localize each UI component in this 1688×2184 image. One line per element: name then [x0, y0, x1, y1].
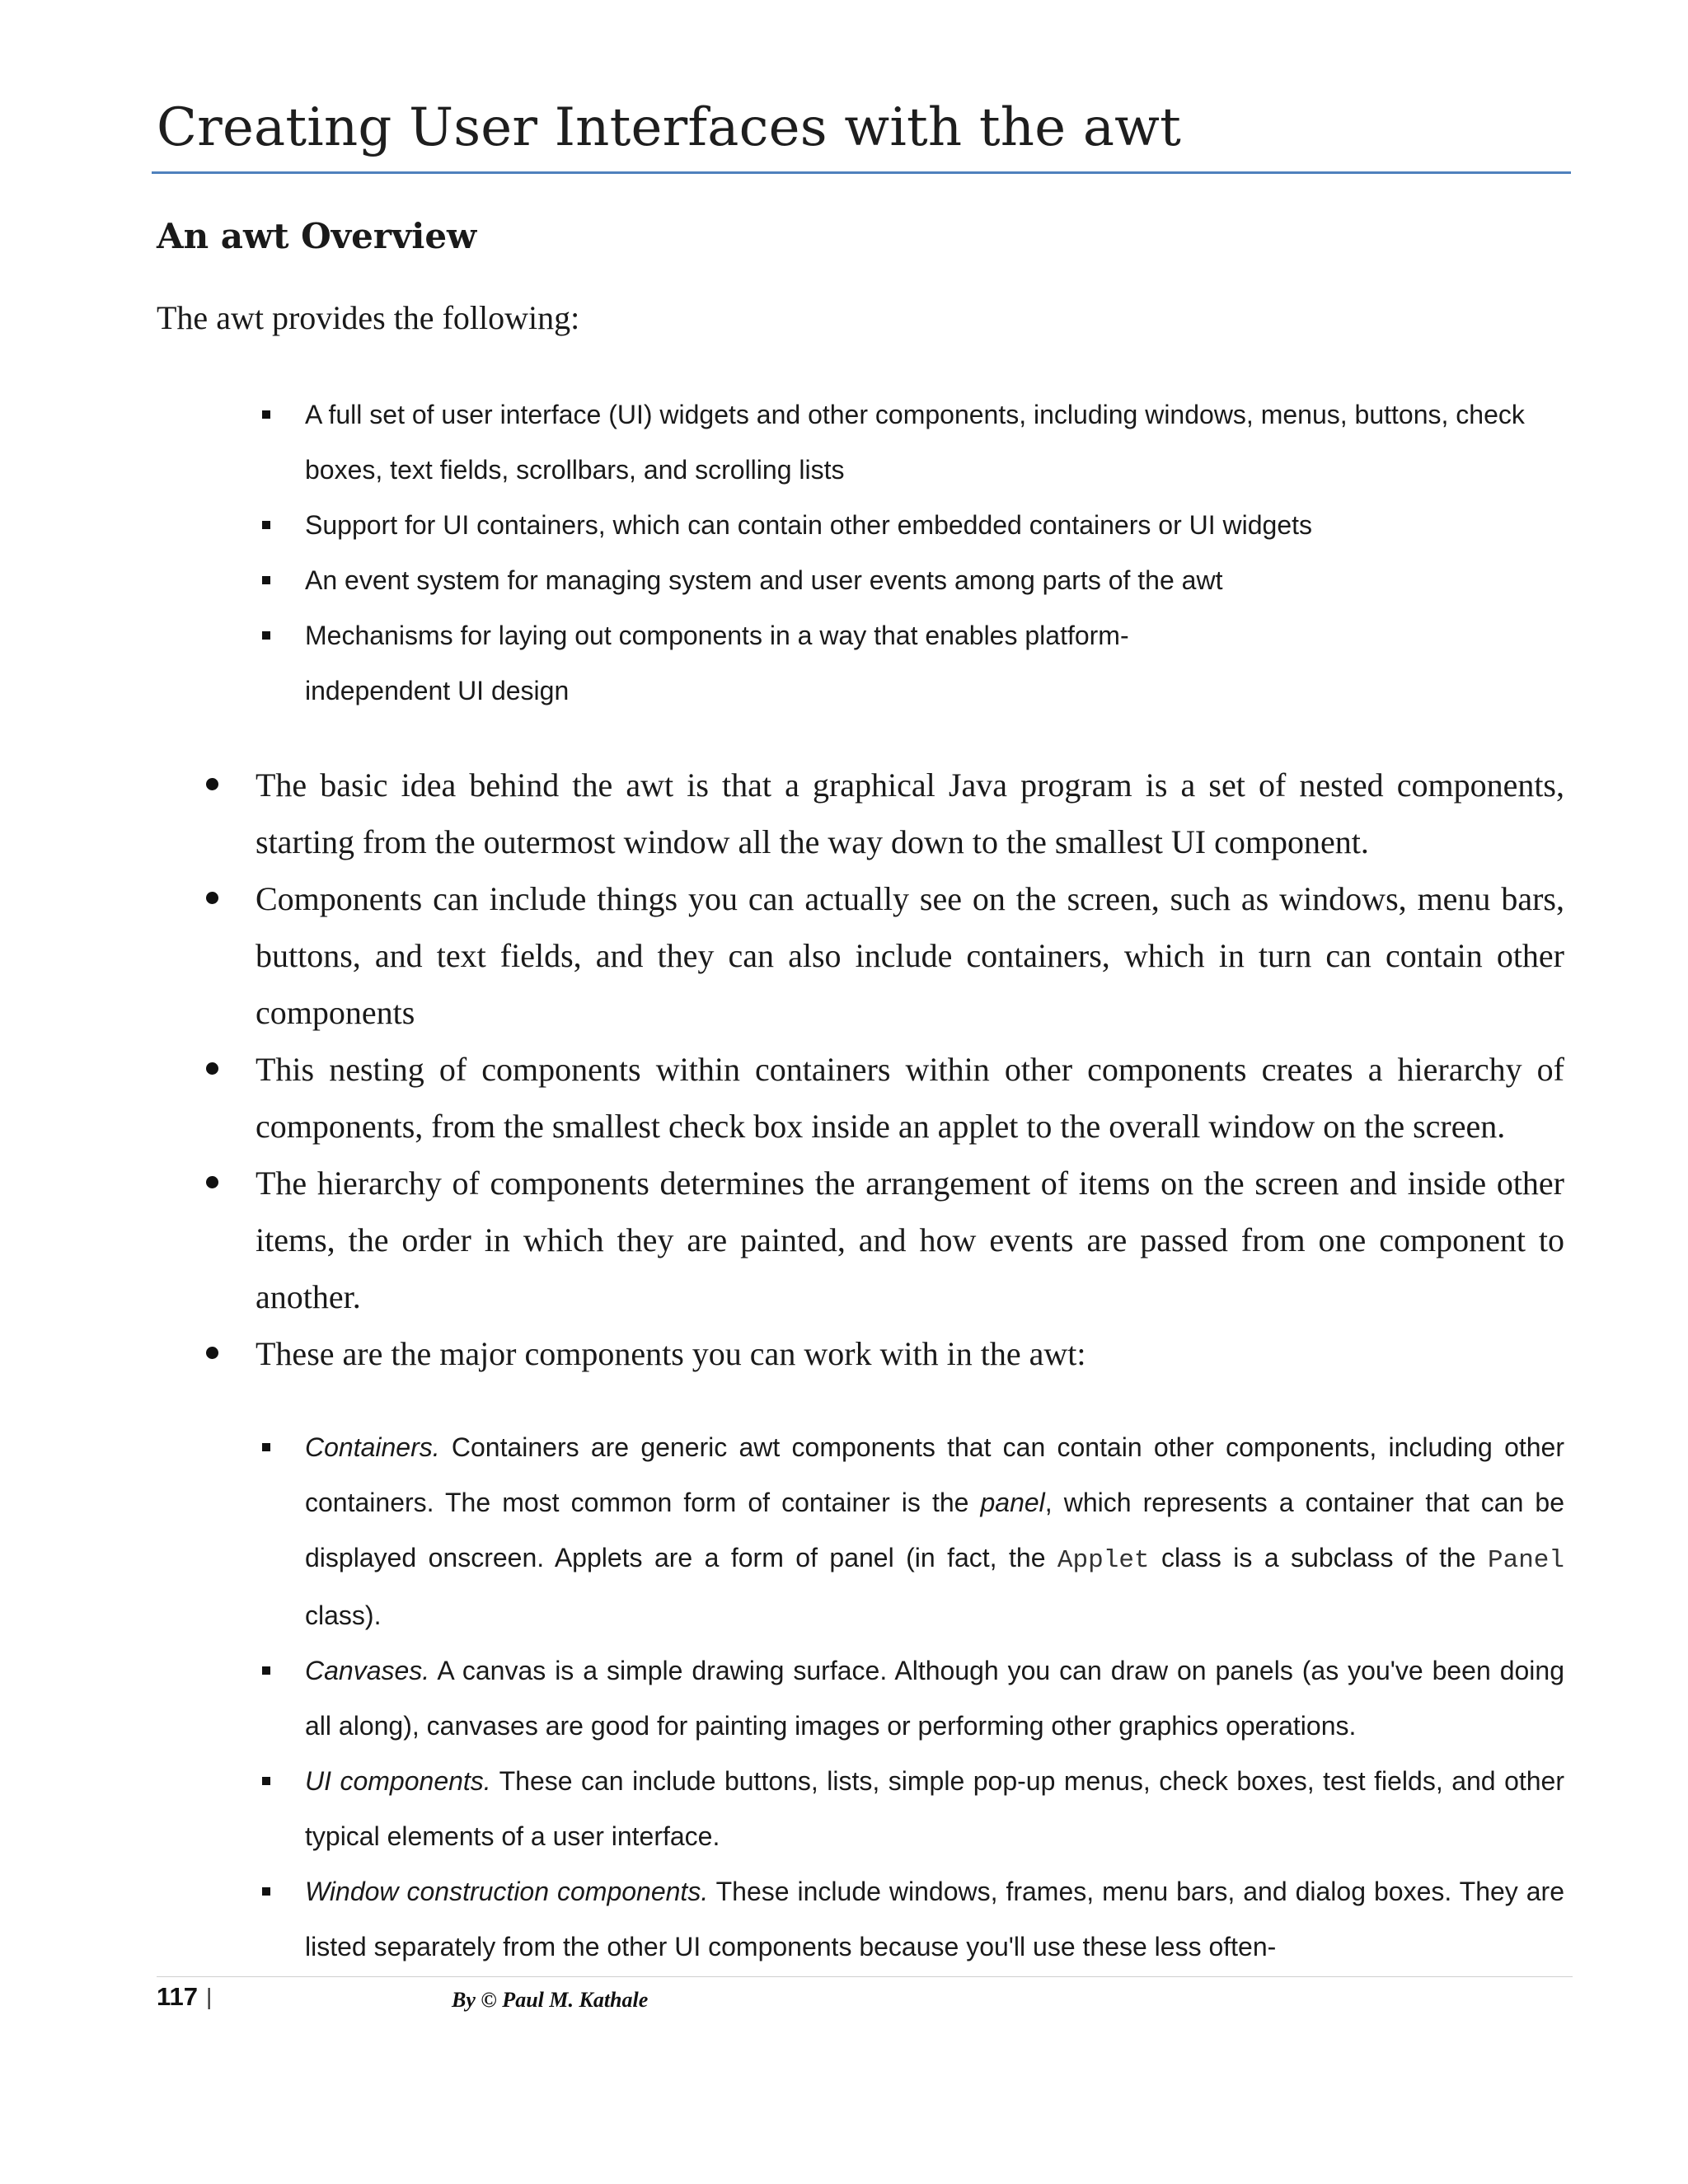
list-item: The basic idea behind the awt is that a graphical Java program is a set of nested components, starting from the outermost window all the way down to the smallest UI component. — [256, 757, 1564, 870]
list-item: These are the major components you can work with in the awt: — [256, 1325, 1564, 1382]
applet-class-code: Applet — [1057, 1546, 1150, 1575]
list-item: Components can include things you can actually see on the screen, such as windows, menu bars, buttons, and text fields, and they can also include containers, which in turn can contain other components — [256, 870, 1564, 1041]
square-bullet-icon — [262, 1777, 270, 1785]
list-item: A full set of user interface (UI) widgets and other components, including windows, menus, buttons, check boxes, text fields, scrollbars, and scrolling lists — [305, 387, 1564, 498]
chapter-title: Creating User Interfaces with the awt — [157, 97, 1182, 158]
list-item-window-construction: Window construction components. These include windows, frames, menu bars, and dialog boxes. They are listed separately from the other UI components because you'll use these less often- — [305, 1864, 1564, 1975]
round-bullet-icon — [206, 1347, 218, 1359]
round-bullet-icon — [206, 892, 218, 904]
round-bullet-icon — [206, 1062, 218, 1075]
provides-list — [305, 387, 1564, 719]
title-underline — [152, 171, 1571, 174]
square-bullet-icon — [262, 1666, 270, 1675]
panel-class-code: Panel — [1488, 1546, 1565, 1575]
author-credit: By © Paul M. Kathale — [452, 1988, 649, 2012]
list-item-canvases: Canvases. A canvas is a simple drawing surface. Although you can draw on panels (as you've been doing all along), canvases are good for painting images or performing other graphics operations. — [305, 1643, 1564, 1754]
footer-rule — [157, 1976, 1573, 1977]
round-bullet-icon — [206, 1176, 218, 1188]
list-item: Support for UI containers, which can contain other embedded containers or UI widgets — [305, 498, 1564, 553]
list-item: The hierarchy of components determines the arrangement of items on the screen and inside other items, the order in which they are painted, and how events are passed from one component to another. — [256, 1155, 1564, 1325]
square-bullet-icon — [262, 1887, 270, 1896]
page-number: 117 — [157, 1982, 199, 2011]
list-item: An event system for managing system and user events among parts of the awt — [305, 553, 1564, 608]
square-bullet-icon — [262, 521, 270, 529]
square-bullet-icon — [262, 631, 270, 640]
list-item: This nesting of components within containers within other components creates a hierarchy of components, from the smallest check box inside an applet to the overall window on the screen. — [256, 1041, 1564, 1155]
square-bullet-icon — [262, 410, 270, 419]
components-list — [305, 1420, 1564, 1975]
main-points-list — [256, 757, 1564, 1382]
square-bullet-icon — [262, 1443, 270, 1451]
square-bullet-icon — [262, 576, 270, 584]
page-number-separator: | — [206, 1984, 213, 2009]
round-bullet-icon — [206, 778, 218, 790]
section-heading: An awt Overview — [157, 216, 477, 256]
intro-paragraph: The awt provides the following: — [157, 299, 580, 336]
list-item-containers: Containers. Containers are generic awt components that can contain other components, including other containers. The most common form of container is the panel, which represents a container that can be displayed onscreen. Applets are a form of panel (in fact, the Applet class is a subclass of the Panel class). — [305, 1420, 1564, 1643]
list-item: Mechanisms for laying out components in a way that enables platform- independent UI design — [305, 608, 1564, 719]
list-item-ui-components: UI components. These can include buttons, lists, simple pop-up menus, check boxes, test fields, and other typical elements of a user interface. — [305, 1754, 1564, 1864]
